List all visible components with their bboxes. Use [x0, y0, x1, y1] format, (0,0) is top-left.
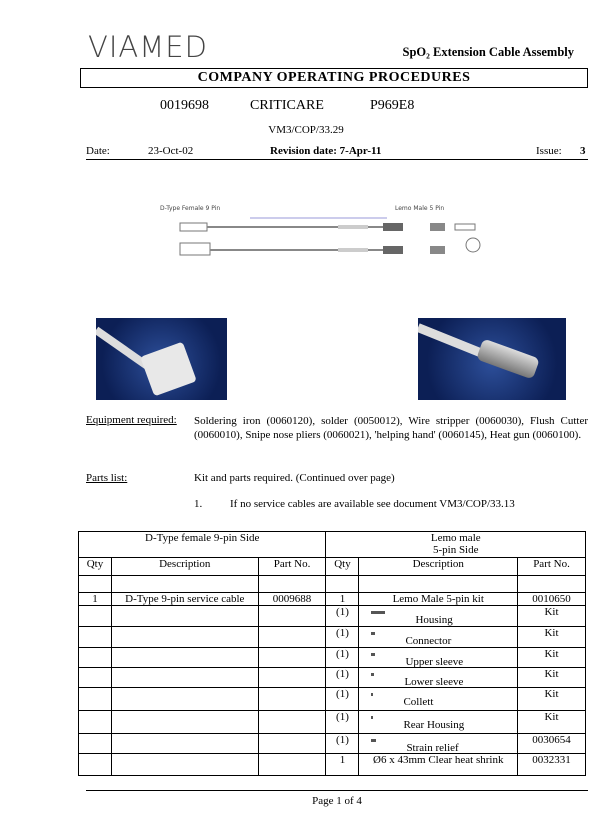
issue-label: Issue:: [536, 145, 562, 157]
table-cell: [79, 627, 112, 648]
table-row: [79, 754, 586, 776]
part-thumbnail: [371, 716, 373, 719]
page-footer: Page 1 of 4: [86, 790, 588, 807]
part-description: Rear Housing: [403, 719, 465, 731]
table-row: [79, 648, 586, 668]
table-cell: [79, 606, 112, 627]
col-header: Qty: [326, 558, 359, 576]
date-value: 23-Oct-02: [148, 145, 194, 157]
table-cell: Ø6 x 43mm Clear heat shrink: [359, 754, 518, 776]
table-cell: [111, 606, 258, 627]
diagram-left-label: D-Type Female 9 Pin: [160, 205, 221, 212]
table-cell: [111, 648, 258, 668]
part-thumbnail: [371, 611, 385, 614]
table-cell: [258, 754, 326, 776]
equipment-label: Equipment required:: [86, 414, 177, 426]
table-cell: [359, 711, 518, 734]
table-cell: (1): [326, 688, 359, 711]
table-cell: [111, 688, 258, 711]
part-thumbnail: [371, 632, 375, 635]
table-row: [79, 627, 586, 648]
table-cell: 1: [79, 593, 112, 606]
table-cell: 0030654: [518, 734, 586, 754]
document-reference: VM3/COP/33.29: [268, 124, 344, 136]
table-cell: [111, 627, 258, 648]
table-cell: (1): [326, 734, 359, 754]
table-row: [79, 593, 586, 606]
product-code: 0019698: [160, 98, 209, 113]
part-description: Housing: [415, 614, 453, 626]
table-cell: [79, 734, 112, 754]
model: P969E8: [370, 98, 415, 113]
table-cell: [79, 754, 112, 776]
table-cell: (1): [326, 711, 359, 734]
col-header: Part No.: [258, 558, 326, 576]
part-thumbnail: [371, 693, 373, 696]
table-cell: Kit: [518, 711, 586, 734]
table-cell: [359, 734, 518, 754]
table-cell: [258, 734, 326, 754]
table-cell: [258, 688, 326, 711]
table-cell: 0032331: [518, 754, 586, 776]
table-cell: [79, 711, 112, 734]
right-title-line2: 5-pin Side: [432, 544, 479, 556]
revision-date: Revision date: 7-Apr-11: [270, 145, 382, 157]
empty-row: [79, 576, 586, 593]
col-header: Description: [359, 558, 518, 576]
table-cell: [359, 668, 518, 688]
table-cell: [359, 688, 518, 711]
right-title-line1: Lemo male: [430, 532, 481, 544]
part-thumbnail: [371, 653, 375, 656]
table-row: [79, 668, 586, 688]
table-cell: [258, 668, 326, 688]
part-thumbnail: [371, 739, 376, 742]
table-cell: [359, 606, 518, 627]
table-cell: [258, 648, 326, 668]
table-cell: 0010650: [518, 593, 586, 606]
step-text: If no service cables are available see document VM3/COP/33.13: [230, 498, 515, 510]
table-cell: (1): [326, 606, 359, 627]
table-row: [79, 734, 586, 754]
table-cell: Lemo Male 5-pin kit: [359, 593, 518, 606]
step-number: 1.: [194, 498, 203, 510]
col-header: Description: [111, 558, 258, 576]
diagram-right-label: Lemo Male 5 Pin: [395, 205, 445, 212]
table-cell: 1: [326, 754, 359, 776]
table-cell: Kit: [518, 606, 586, 627]
document-subtitle: SpO₂ Extension Cable Assembly: [402, 45, 574, 59]
table-cell: Kit: [518, 688, 586, 711]
table-cell: [111, 668, 258, 688]
table-cell: (1): [326, 648, 359, 668]
table-cell: [359, 627, 518, 648]
part-description: Lower sleeve: [404, 676, 464, 688]
d-type-connector-photo: [96, 318, 227, 400]
table-cell: [359, 648, 518, 668]
left-side-title: D-Type female 9-pin Side: [79, 532, 326, 558]
part-thumbnail: [371, 673, 374, 676]
viamed-logo: VIAMED: [88, 30, 208, 64]
table-cell: [79, 688, 112, 711]
parts-label: Parts list:: [86, 472, 128, 484]
table-row: [79, 688, 586, 711]
table-cell: [111, 754, 258, 776]
table-cell: [111, 734, 258, 754]
part-description: Connector: [405, 635, 452, 647]
date-label: Date:: [86, 145, 110, 157]
table-cell: [258, 627, 326, 648]
right-side-title: [326, 532, 586, 558]
cable-drawing: [155, 198, 490, 266]
cable-image: [418, 323, 485, 358]
date-line: [86, 145, 588, 160]
connector-image: [140, 342, 197, 397]
table-cell: Kit: [518, 668, 586, 688]
banner-title: COMPANY OPERATING PROCEDURES: [80, 68, 588, 88]
table-cell: [79, 668, 112, 688]
parts-text: Kit and parts required. (Continued over page): [194, 472, 395, 484]
table-cell: D-Type 9-pin service cable: [111, 593, 258, 606]
table-cell: [79, 648, 112, 668]
table-cell: [111, 711, 258, 734]
table-cell: (1): [326, 668, 359, 688]
table-cell: [258, 711, 326, 734]
part-description: Upper sleeve: [405, 656, 464, 668]
table-cell: (1): [326, 627, 359, 648]
part-description: Collett: [403, 696, 434, 708]
parts-table: [78, 531, 586, 776]
lemo-connector-photo: [418, 318, 566, 400]
cable-diagram: [155, 198, 490, 266]
equipment-text: Soldering iron (0060120), solder (0050012), Wire stripper (0060030), Flush Cutter (0060010), Snipe nose pliers (0060021), 'helping hand' (0060145), Heat gun (0060100).: [194, 415, 588, 441]
table-cell: 0009688: [258, 593, 326, 606]
table-cell: Kit: [518, 648, 586, 668]
table-row: [79, 606, 586, 627]
manufacturer: CRITICARE: [250, 98, 324, 113]
issue-value: 3: [580, 145, 586, 157]
table-cell: [258, 606, 326, 627]
table-cell: Kit: [518, 627, 586, 648]
part-description: Strain relief: [406, 742, 459, 754]
col-header: Qty: [79, 558, 112, 576]
table-cell: 1: [326, 593, 359, 606]
header-row: [79, 558, 586, 576]
table-row: [79, 711, 586, 734]
col-header: Part No.: [518, 558, 586, 576]
connector-image: [476, 338, 540, 379]
